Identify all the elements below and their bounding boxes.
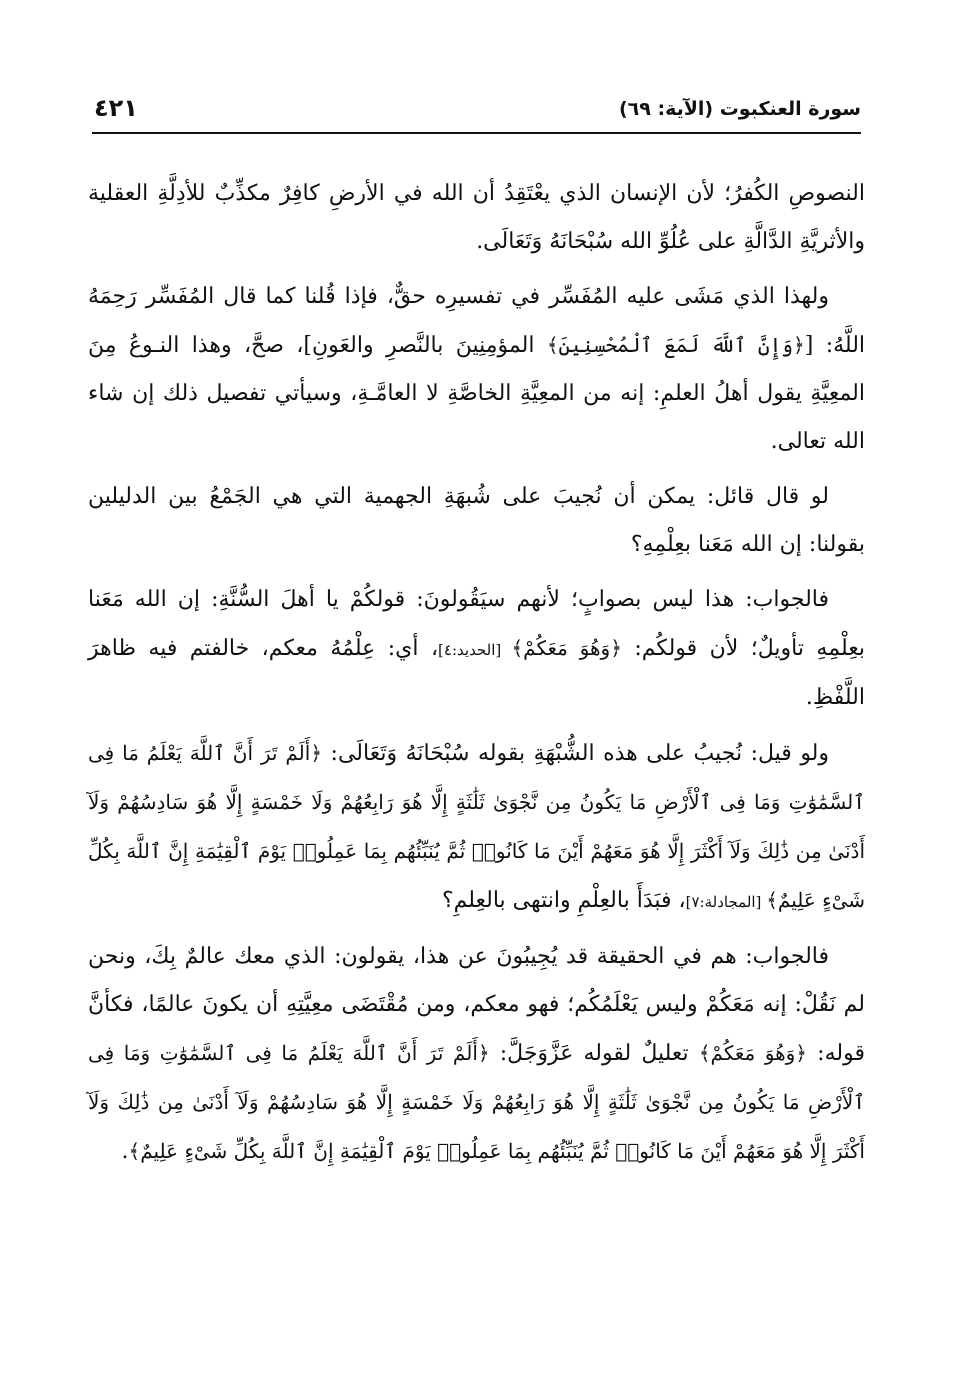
- text-segment: ، أي: عِلْمُهُ معكم، خالفتم فيه ظاهرَ اللَّفْظِ.: [88, 636, 865, 710]
- text-segment: ولهذا الذي مَشَى عليه المُفَسِّر في تفسيرِه حقٌّ، فإذا قُلنا كما قال المُفَسِّر رَحِمَهُ اللَّهُ: [: [88, 284, 866, 358]
- text-segment: لو قال قائل: يمكن أن نُجيبَ على شُبهَةِ الجهمية التي هي الجَمْعُ بين الدليلين بقولنا: إن الله مَعَنا بعِلْمِهِ؟: [88, 484, 865, 557]
- text-segment: ولو قيل: نُجيبُ على هذه الشُّبْهَةِ بقوله سُبْحَانَهُ وَتَعَالَى:: [322, 741, 830, 766]
- verse-reference: [الحديد:٤]: [438, 641, 512, 659]
- verse-reference: [المجادلة:٧]: [685, 893, 767, 911]
- text-segment: فالجواب: هم في الحقيقة قد يُجِيبُونَ عن هذا، يقولون: الذي معك عالمٌ بِكَ، ونحن لم نَقُلْ: إنه مَعَكُمْ وليس يَعْلَمُكُم؛ فهو معكم، ومن مُقْتَضَى معِيَّتِهِ أن يكونَ عالمًا، فكأنَّ قوله:: [88, 944, 865, 1066]
- paragraph: [88, 933, 865, 1176]
- text-segment: المؤمِنِينَ بالنَّصرِ والعَونِ]، صحَّ، وهذا النـوعُ مِنَ المعِيَّةِ يقول أهلُ العلمِ: إنه من المعِيَّةِ الخاصَّةِ لا العامَّـةِ، وسيأتي تفصيل ذلك إن شاء الله تعالى.: [88, 333, 865, 454]
- paragraph: [88, 170, 865, 266]
- text-segment: تعليلٌ لقوله عَزَّوَجَلَّ:: [489, 1041, 699, 1066]
- quran-verse: ﴿وَإِنَّ ٱللَّهَ لَمَعَ ٱلْمُحْسِنِينَ﴾: [546, 333, 805, 357]
- quran-verse: ﴿وَهُوَ مَعَكُمْ﴾: [511, 636, 622, 660]
- paragraph: [88, 473, 865, 569]
- quran-verse: ﴿أَلَمْ تَرَ أَنَّ ٱللَّهَ يَعْلَمُ مَا فِى ٱلسَّمَٰوَٰتِ وَمَا فِى ٱلْأَرْضِ مَا يَكُونُ مِن نَّجْوَىٰ ثَلَٰثَةٍ إِلَّا هُوَ رَابِعُهُمْ وَلَا خَمْسَةٍ إِلَّا هُوَ سَادِسُهُمْ وَلَآ أَدْنَىٰ مِن ذَٰلِكَ وَلَآ أَكْثَرَ إِلَّا هُوَ مَعَهُمْ أَيْنَ مَا كَانُوا۟ ثُمَّ يُنَبِّئُهُم بِمَا عَمِلُوا۟ يَوْمَ ٱلْقِيَٰمَةِ إِنَّ ٱللَّهَ بِكُلِّ شَىْءٍ عَلِيمٌ﴾: [88, 741, 865, 912]
- paragraph: [88, 729, 865, 926]
- quran-verse: ﴿أَلَمْ تَرَ أَنَّ ٱللَّهَ يَعْلَمُ مَا فِى ٱلسَّمَٰوَٰتِ وَمَا فِى ٱلْأَرْضِ مَا يَكُونُ مِن نَّجْوَىٰ ثَلَٰثَةٍ إِلَّا هُوَ رَابِعُهُمْ وَلَا خَمْسَةٍ إِلَّا هُوَ سَادِسُهُمْ وَلَآ أَدْنَىٰ مِن ذَٰلِكَ وَلَآ أَكْثَرَ إِلَّا هُوَ مَعَهُمْ أَيْنَ مَا كَانُوا۟ ثُمَّ يُنَبِّئُهُم بِمَا عَمِلُوا۟ يَوْمَ ٱلْقِيَٰمَةِ إِنَّ ٱللَّهَ بِكُلِّ شَىْءٍ عَلِيمٌ﴾: [88, 1041, 865, 1163]
- paragraph: [88, 576, 865, 722]
- text-segment: ، فبَدَأَ بالعِلْمِ وانتهى بالعِلمِ؟: [441, 888, 686, 913]
- quran-verse: ﴿وَهُوَ مَعَكُمْ﴾: [698, 1041, 808, 1065]
- body-text: [88, 170, 865, 1183]
- page-number: ٤٢١: [94, 94, 138, 122]
- running-title: سورة العنكبوت (الآية: ٦٩): [618, 98, 861, 120]
- text-segment: فالجواب: هذا ليس بصوابٍ؛ لأنهم سيَقُولونَ: قولكُمْ يا أهلَ السُّنَّةِ: إن الله مَعَنا بعِلْمِهِ تأويلٌ؛ لأن قولكُم:: [88, 587, 865, 661]
- paragraph: [88, 273, 865, 466]
- text-segment: النصوصِ الكُفرُ؛ لأن الإنسان الذي يعْتَقِدُ أن الله في الأرضِ كافِرٌ مكذِّبٌ للأدِلَّةِ العقلية والأثريَّةِ الدَّالَّةِ على عُلُوِّ الله سُبْحَانَهُ وَتَعَالَى.: [88, 181, 865, 254]
- page-header: [92, 92, 861, 134]
- text-segment: .: [121, 1139, 129, 1164]
